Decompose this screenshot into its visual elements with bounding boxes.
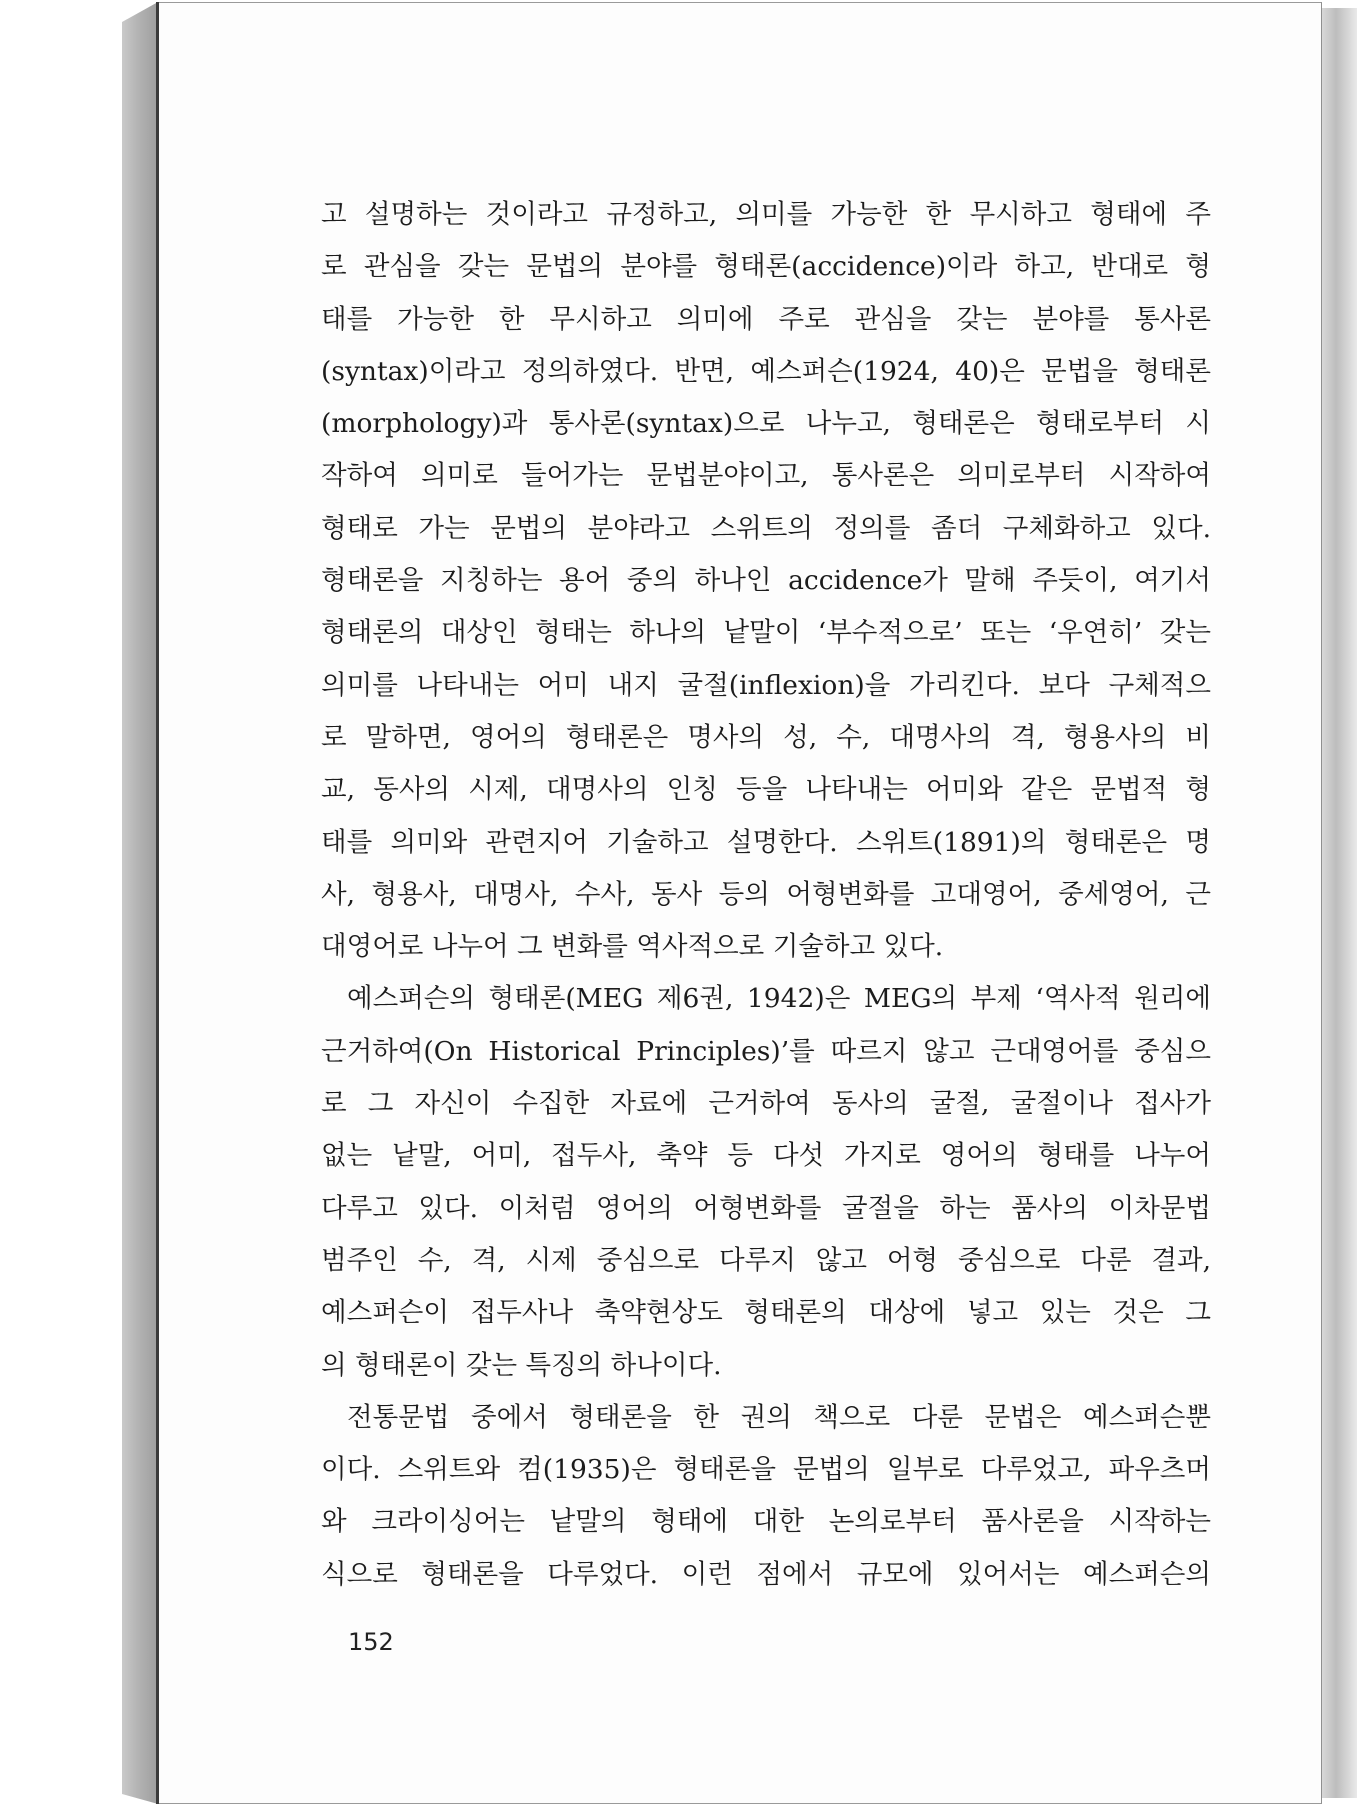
- text-line: 형태론의 대상인 형태는 하나의 낱말이 ‘부수적으로’ 또는 ‘우연히’ 갖는: [321, 617, 1211, 649]
- text-line: 로 관심을 갖는 문법의 분야를 형태론(accidence)이라 하고, 반대로 형: [321, 251, 1211, 283]
- paragraph-first-line: 예스퍼슨의 형태론(MEG 제6권, 1942)은 MEG의 부제 ‘역사적 원리에: [347, 983, 1211, 1015]
- text-line: 사, 형용사, 대명사, 수사, 동사 등의 어형변화를 고대영어, 중세영어, 근: [321, 878, 1211, 910]
- text-line: (syntax)이라고 정의하였다. 반면, 예스퍼슨(1924, 40)은 문법을 형태론: [321, 355, 1211, 387]
- page-number: 152: [348, 1628, 394, 1656]
- text-line: 근거하여(On Historical Principles)’를 따르지 않고 근대영어를 중심으: [321, 1035, 1211, 1067]
- text-line: (morphology)과 통사론(syntax)으로 나누고, 형태론은 형태로부터 시: [321, 408, 1211, 440]
- text-line: 태를 가능한 한 무시하고 의미에 주로 관심을 갖는 분야를 통사론: [321, 303, 1211, 335]
- text-line: 범주인 수, 격, 시제 중심으로 다루지 않고 어형 중심으로 다룬 결과,: [321, 1244, 1211, 1276]
- text-line: 교, 동사의 시제, 대명사의 인칭 등을 나타내는 어미와 같은 문법적 형: [321, 774, 1211, 806]
- page-edge-shadow: [1322, 8, 1357, 1798]
- text-line: 없는 낱말, 어미, 접두사, 축약 등 다섯 가지로 영어의 형태를 나누어: [321, 1140, 1211, 1172]
- text-line: 와 크라이싱어는 낱말의 형태에 대한 논의로부터 품사론을 시작하는: [321, 1506, 1211, 1538]
- text-line: 로 말하면, 영어의 형태론은 명사의 성, 수, 대명사의 격, 형용사의 비: [321, 721, 1211, 753]
- text-line: 이다. 스위트와 컴(1935)은 형태론을 문법의 일부로 다루었고, 파우츠머: [321, 1454, 1211, 1486]
- text-line: 태를 의미와 관련지어 기술하고 설명한다. 스위트(1891)의 형태론은 명: [321, 826, 1211, 858]
- text-line: 작하여 의미로 들어가는 문법분야이고, 통사론은 의미로부터 시작하여: [321, 460, 1211, 492]
- text-line: 고 설명하는 것이라고 규정하고, 의미를 가능한 한 무시하고 형태에 주: [321, 199, 1211, 230]
- body-text: [321, 189, 1211, 1601]
- book-spine: [122, 2, 158, 1804]
- text-line: 예스퍼슨이 접두사나 축약현상도 형태론의 대상에 넣고 있는 것은 그: [321, 1297, 1211, 1329]
- paragraph-first-line: 전통문법 중에서 형태론을 한 권의 책으로 다룬 문법은 예스퍼슨뿐: [347, 1401, 1211, 1433]
- text-line: 식으로 형태론을 다루었다. 이런 점에서 규모에 있어서는 예스퍼슨의: [321, 1558, 1211, 1590]
- text-line: 의 형태론이 갖는 특징의 하나이다.: [321, 1349, 722, 1381]
- book-page: [159, 2, 1322, 1804]
- text-line: 형태론을 지칭하는 용어 중의 하나인 accidence가 말해 주듯이, 여기서: [321, 565, 1211, 597]
- text-line: 형태로 가는 문법의 분야라고 스위트의 정의를 좀더 구체화하고 있다.: [321, 512, 1211, 544]
- text-line: 의미를 나타내는 어미 내지 굴절(inflexion)을 가리킨다. 보다 구체적으: [321, 669, 1211, 701]
- text-line: 로 그 자신이 수집한 자료에 근거하여 동사의 굴절, 굴절이나 접사가: [321, 1088, 1211, 1120]
- text-line: 다루고 있다. 이처럼 영어의 어형변화를 굴절을 하는 품사의 이차문법: [321, 1192, 1211, 1224]
- text-line: 대영어로 나누어 그 변화를 역사적으로 기술하고 있다.: [321, 931, 944, 963]
